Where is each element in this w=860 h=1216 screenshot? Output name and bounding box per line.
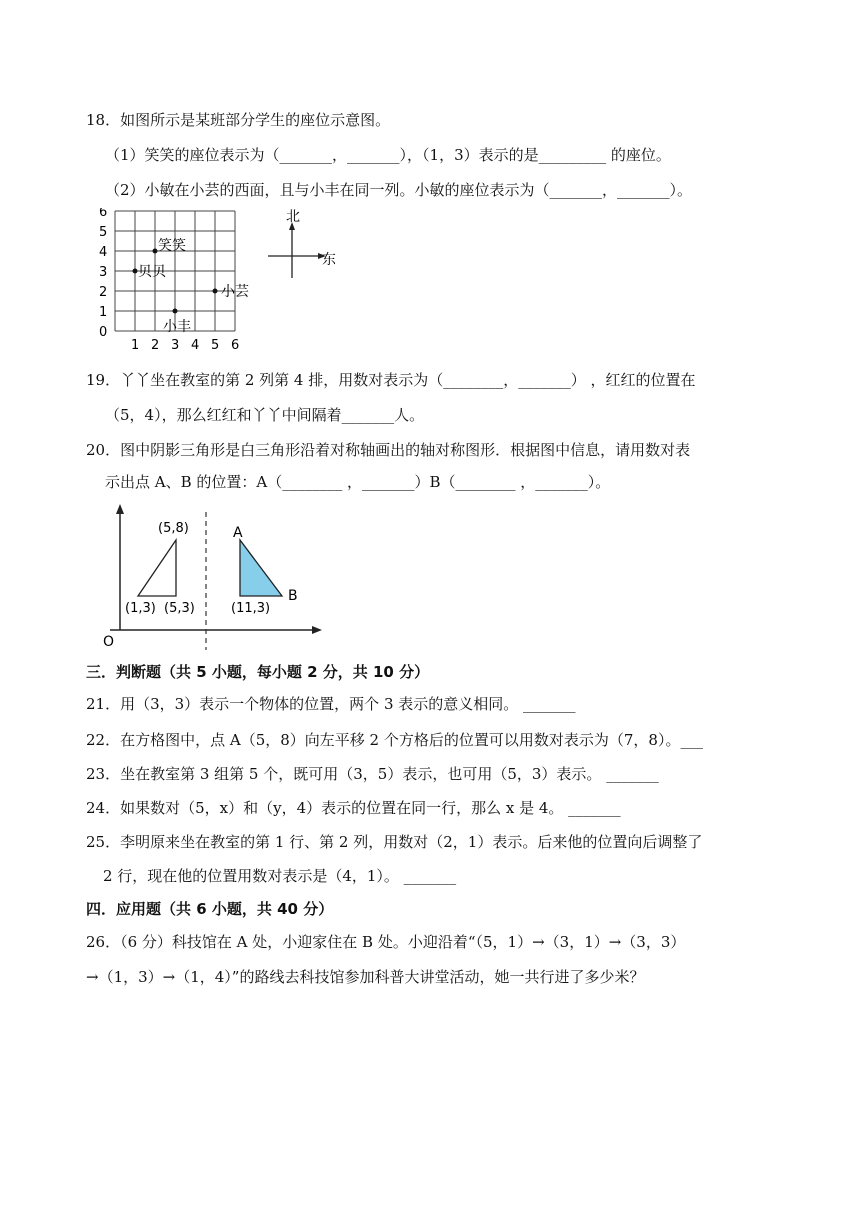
q25-line2: 2 行，现在他的位置用数对表示是（4，1）。 _______	[103, 867, 457, 885]
seat-grid-figure	[95, 208, 265, 358]
seat-point	[213, 289, 218, 294]
grid-y-tick: 0	[99, 325, 108, 340]
q18-stem: 18．如图所示是某班部分学生的座位示意图。	[86, 111, 391, 129]
grid-y-tick: 5	[99, 225, 108, 240]
grid-y-tick: 2	[99, 285, 108, 300]
y-axis-arrow-icon	[116, 504, 124, 514]
shaded-triangle	[240, 540, 282, 596]
x-axis-arrow-icon	[312, 626, 322, 634]
grid-y-tick: 4	[99, 245, 108, 260]
grid-x-tick: 4	[191, 338, 200, 353]
seat-point	[173, 309, 178, 314]
q19-line1: 19．丫丫坐在教室的第 2 列第 4 排，用数对表示为（________，_______） ，红红的位置在	[86, 371, 696, 389]
seat-point	[153, 249, 158, 254]
q23: 23．坐在教室第 3 组第 5 个，既可用（3，5）表示，也可用（5，3）表示。 _______	[86, 765, 659, 783]
grid-x-tick: 5	[211, 338, 220, 353]
label-bottom-right: (5,3)	[164, 601, 195, 616]
q26-line2: →（1，3）→（1，4）”的路线去科技馆参加科普大讲堂活动，她一共行进了多少米？	[86, 968, 645, 986]
grid-y-tick: 3	[99, 265, 108, 280]
label-top: (5,8)	[158, 521, 189, 536]
q26-line1: 26．（6 分）科技馆在 A 处，小迎家住在 B 处。小迎沿着“（5，1）→（3，1）→（3，3）	[86, 933, 686, 951]
grid-x-tick: 6	[231, 338, 240, 353]
label-bottom-left: (1,3)	[125, 601, 156, 616]
q22: 22．在方格图中，点 A（5，8）向左平移 2 个方格后的位置可以用数对表示为（7，8）。___	[86, 731, 703, 749]
compass-figure	[262, 208, 342, 278]
section4-title: 四．应用题（共 6 小题，共 40 分）	[86, 900, 334, 918]
white-triangle	[138, 540, 176, 596]
seat-label: 笑笑	[158, 238, 186, 254]
label-point-a: A	[233, 525, 243, 541]
grid-x-tick: 2	[151, 338, 160, 353]
seat-label: 小芸	[221, 284, 249, 300]
grid-x-tick: 1	[131, 338, 140, 353]
q18-part2: （2）小敏在小芸的西面，且与小丰在同一列。小敏的座位表示为（_______，_______）。	[105, 181, 693, 199]
compass-north-label: 北	[286, 209, 300, 225]
seat-point	[133, 269, 138, 274]
seat-label: 贝贝	[138, 264, 166, 280]
label-origin: O	[103, 634, 115, 650]
q21: 21．用（3，3）表示一个物体的位置，两个 3 表示的意义相同。 _______	[86, 695, 576, 713]
compass-east-label: 东	[322, 252, 336, 268]
grid-x-tick: 3	[171, 338, 180, 353]
symmetry-figure	[100, 500, 330, 652]
section3-title: 三．判断题（共 5 小题，每小题 2 分，共 10 分）	[86, 663, 430, 681]
seat-label: 小丰	[163, 319, 191, 335]
label-11-3: (11,3)	[231, 601, 271, 616]
q19-line2: （5，4），那么红红和丫丫中间隔着_______人。	[105, 406, 425, 424]
grid-y-tick: 1	[99, 305, 108, 320]
grid-y-tick: 6	[99, 208, 108, 220]
q18-part1: （1）笑笑的座位表示为（_______，_______），（1，3）表示的是_________ 的座位。	[105, 146, 671, 164]
q20-line1: 20．图中阴影三角形是白三角形沿着对称轴画出的轴对称图形．根据图中信息，请用数对表	[86, 441, 691, 459]
q25-line1: 25．李明原来坐在教室的第 1 行、第 2 列，用数对（2，1）表示。后来他的位置向后调整了	[86, 833, 703, 851]
label-point-b: B	[288, 588, 298, 604]
q24: 24．如果数对（5，x）和（y，4）表示的位置在同一行，那么 x 是 4。 _______	[86, 799, 621, 817]
q20-line2: 示出点 A、B 的位置：A（________ ，_______）B（________ ，_______）。	[105, 473, 611, 491]
